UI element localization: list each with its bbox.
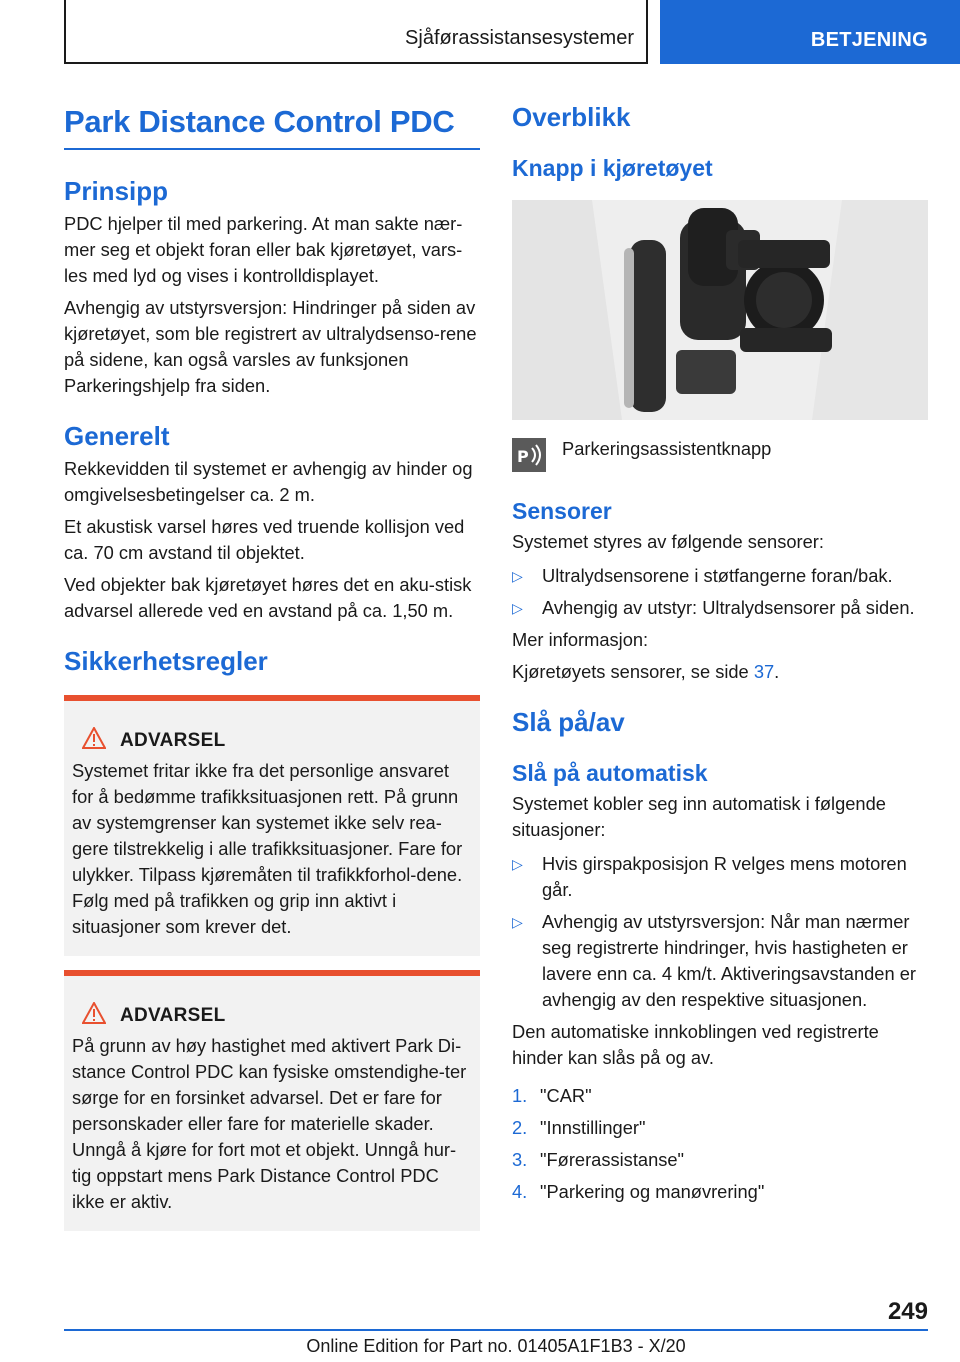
button-heading: Knapp i kjøretøyet — [512, 155, 713, 181]
general-paragraph-3: Ved objekter bak kjøretøyet høres det en aku-stisk advarsel allerede ved en avstand på ca. 1,50 m. — [64, 574, 472, 621]
chapter-title: BETJENING — [810, 29, 928, 51]
left-column — [64, 96, 480, 1231]
sensors-reference: Kjøretøyets sensorer, se side 37. — [512, 661, 780, 682]
svg-text:P: P — [517, 447, 529, 466]
triangle-bullet-icon: ▷ — [512, 600, 523, 616]
section-title: Sjåførassistansesystemer — [405, 27, 634, 49]
disable-text: Den automatiske innkoblingen ved registrerte hinder kan slås på og av. — [512, 1021, 879, 1068]
general-heading: Generelt — [64, 421, 170, 451]
center-console-photo — [512, 200, 928, 420]
warning-icon — [82, 1002, 106, 1029]
onoff-heading: Slå på/av — [512, 707, 625, 737]
edition-footer: Online Edition for Part no. 01405A1F1B3 - X/20 — [306, 1336, 686, 1356]
warning-box-1 — [64, 695, 480, 956]
page-title: Park Distance Control PDC — [64, 96, 480, 150]
triangle-bullet-icon: ▷ — [512, 914, 523, 930]
principle-paragraph-2: Avhengig av utstyrsversjon: Hindringer på siden av kjøretøyet, som ble registrert av ultralydsenso-rene på sidene, kan også varsles av funksjonen Parkeringshjelp fra siden. — [64, 297, 477, 396]
auto-heading: Slå på automatisk — [512, 760, 708, 786]
button-caption-row — [512, 438, 928, 472]
warning-text: På grunn av høy hastighet med aktivert Park Di-stance Control PDC kan fysiske omstendighe-ter sørge for en forsinket advarsel. Det er fare for personskader eller fare for materielle skader. Unngå å kjøre for fort mot et objekt. Unngå hur-tig oppstart mens Park Distance Control PDC ikke er aktiv. — [72, 1035, 467, 1212]
triangle-bullet-icon: ▷ — [512, 568, 523, 584]
warning-icon — [82, 727, 106, 754]
page-number: 249 — [887, 1298, 928, 1325]
list-item: ▷ Avhengig av utstyrsversjon: Når man nærmer seg registrerte hindringer, hvis hastigheten er lavere enn ca. 4 km/t. Aktiveringsavstanden er avhengig av den respektive situasjonen. — [512, 909, 928, 1013]
principle-paragraph-1: PDC hjelper til med parkering. At man sakte nær-mer seg et objekt foran eller bak kjøretøyet, vars-les med lyd og vises i kontrolldisplayet. — [64, 213, 463, 286]
triangle-bullet-icon: ▷ — [512, 856, 523, 872]
parking-assistant-button-icon — [512, 438, 546, 472]
sensors-intro: Systemet styres av følgende sensorer: — [512, 531, 824, 552]
principle-heading: Prinsipp — [64, 176, 169, 206]
section-header — [64, 0, 648, 64]
list-item: 2. "Innstillinger" — [512, 1117, 646, 1138]
sensors-list — [512, 563, 928, 621]
button-caption: Parkeringsassistentknapp — [562, 438, 772, 459]
list-item: 1. "CAR" — [512, 1085, 592, 1106]
warning-box-2 — [64, 970, 480, 1231]
settings-steps — [512, 1083, 928, 1205]
overview-heading: Overblikk — [512, 102, 631, 132]
general-paragraph-2: Et akustisk varsel høres ved truende kollisjon ved ca. 70 cm avstand til objektet. — [64, 516, 465, 563]
list-item: ▷ Avhengig av utstyr: Ultralydsensorer på siden. — [512, 595, 928, 621]
right-column — [512, 96, 928, 1211]
footer-divider — [64, 1329, 928, 1331]
auto-list — [512, 851, 928, 1013]
page-link[interactable]: 37 — [753, 661, 775, 682]
chapter-tab — [660, 0, 960, 64]
general-paragraph-1: Rekkevidden til systemet er avhengig av hinder og omgivelsesbetingelser ca. 2 m. — [64, 458, 473, 505]
warning-label: ADVARSEL — [120, 729, 226, 751]
warning-text: Systemet fritar ikke fra det personlige ansvaret for å bedømme trafikksituasjonen rett. På grunn av systemgrenser kan systemet ikke selv rea-gere tilstrekkelig i alle trafikksituasjoner. Fare for ulykker. Tilpass kjøremåten til trafikkforhol-dene. Følg med på trafikken og grip inn aktivt i situasjoner som krever det. — [72, 760, 463, 937]
sensors-heading: Sensorer — [512, 498, 612, 524]
safety-heading: Sikkerhetsregler — [64, 646, 268, 676]
list-item: ▷ Ultralydsensorene i støtfangerne foran/bak. — [512, 563, 928, 589]
warning-label: ADVARSEL — [120, 1004, 226, 1026]
auto-intro: Systemet kobler seg inn automatisk i følgende situasjoner: — [512, 793, 886, 840]
more-info: Mer informasjon: — [512, 629, 649, 650]
list-item: 3. "Førerassistanse" — [512, 1149, 685, 1170]
list-item: 4. "Parkering og manøvrering" — [512, 1181, 765, 1202]
list-item: ▷ Hvis girspakposisjon R velges mens motoren går. — [512, 851, 928, 903]
